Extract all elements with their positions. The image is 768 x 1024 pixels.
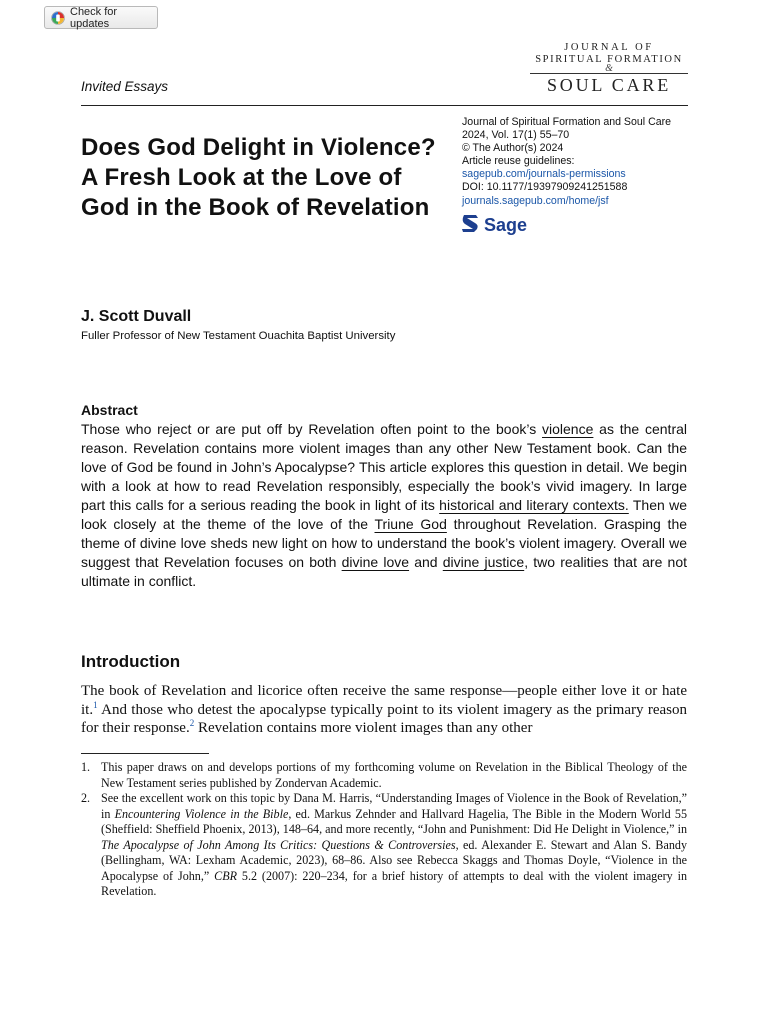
meta-copyright: © The Author(s) 2024: [462, 142, 564, 155]
footnote-number: 2.: [81, 791, 91, 805]
journal-logo: [530, 42, 688, 95]
intro-segment: The book of Revelation and licorice often receive the same response—people either love it or hate it.: [81, 683, 687, 718]
footnote-ref-2[interactable]: 2: [189, 718, 195, 729]
keyword-divine-justice[interactable]: divine justice: [442, 554, 525, 570]
abstract-segment: Then we look closely at the theme of the love of the: [81, 497, 687, 532]
meta-volume: 2024, Vol. 17(1) 55–70: [462, 129, 570, 142]
meta-doi: DOI: 10.1177/19397909241251588: [462, 181, 628, 194]
author-name: J. Scott Duvall: [81, 308, 192, 325]
keyword-historical-literary-contexts[interactable]: historical and literary contexts.: [439, 497, 629, 513]
journal-home-link[interactable]: journals.sagepub.com/home/jsf: [462, 194, 609, 207]
sage-s-icon: [461, 212, 481, 239]
publisher-name: Sage: [484, 215, 528, 235]
footnote-segment: 5.2 (2007): 220–234, for a brief history of attempts to deal with the violent imagery in Revelation.: [101, 868, 687, 898]
footnote-segment: This paper draws on and develops portions of my forthcoming volume on Revelation in the Biblical Theology of the New Testament series published by Zondervan Academic.: [101, 760, 687, 790]
abstract-segment: , two realities that are not ultimate in conflict.: [81, 554, 688, 589]
intro-segment: And those who detest the apocalypse typically point to its violent imagery as the primary reason for their response.: [81, 701, 687, 737]
footnote-divider: [81, 753, 209, 754]
footnote-italic-title: CBR: [214, 868, 237, 883]
keyword-violence[interactable]: violence: [542, 421, 594, 437]
abstract-segment: and: [409, 554, 443, 570]
footnote-italic-title: The Apocalypse of John Among Its Critics: Questions & Controversies: [101, 837, 456, 852]
abstract-segment: as the central reason. Revelation contains more violent images than any other New Testament book. Can the love of God be found in John’s Apocalypse? This article explores this question in detail. We begin with a look at how to read Revelation responsibly, especially the book’s vivid imagery. In large part this calls for a serious reading the book in light of its: [81, 421, 688, 513]
journal-logo-ampersand: &: [605, 63, 613, 74]
check-for-updates-button[interactable]: [44, 6, 158, 29]
footnotes: [81, 760, 687, 900]
meta-reuse-label: Article reuse guidelines:: [462, 155, 575, 168]
journal-logo-line2: SPIRITUAL FORMATION: [535, 54, 683, 65]
journal-logo-line1: JOURNAL OF: [564, 42, 654, 53]
footnote-text: [101, 791, 687, 900]
crossmark-icon: [51, 11, 65, 25]
section-label: Invited Essays: [81, 79, 169, 94]
footnote-text: [101, 760, 687, 791]
footnote-2: [81, 791, 687, 900]
footnote-segment: , ed. Alexander E. Stewart and Alan S. Bandy (Bellingham, WA: Lexham Academic, 2023), 68–86. Also see Rebecca Skaggs and Thomas Doyle, “Violence in the Apocalypse of John,”: [101, 837, 688, 883]
abstract-text: [81, 420, 687, 591]
abstract-heading: Abstract: [81, 402, 138, 418]
footnote-italic-title: Encountering Violence in the Bible: [114, 806, 289, 821]
footnote-segment: See the excellent work on this topic by Dana M. Harris, “Understanding Images of Violence in the Book of Revelation,” in: [101, 791, 687, 821]
intro-segment: Revelation contains more violent images than any other: [194, 720, 533, 737]
footnote-number: 1.: [81, 760, 91, 774]
header-divider: [81, 105, 688, 106]
author-affiliation: Fuller Professor of New Testament Ouachita Baptist University: [81, 330, 396, 342]
abstract-segment: Those who reject or are put off by Revelation often point to the book’s: [81, 421, 543, 437]
reuse-guidelines-link[interactable]: sagepub.com/journals-permissions: [462, 168, 626, 181]
introduction-heading: Introduction: [81, 652, 181, 671]
keyword-divine-love[interactable]: divine love: [341, 554, 410, 570]
article-title: Does God Delight in Violence? A Fresh Look at the Love of God in the Book of Revelation: [81, 134, 436, 221]
publisher-logo: [461, 212, 527, 239]
footnote-1: [81, 760, 687, 791]
journal-logo-line3: SOUL CARE: [546, 75, 672, 95]
keyword-triune-god[interactable]: Triune God: [374, 516, 447, 532]
check-for-updates-label: Check for updates: [70, 5, 118, 30]
abstract-segment: throughout Revelation. Grasping the theme of divine love sheds new light on how to understand the book’s violent imagery. Overall we suggest that Revelation focuses on both: [81, 516, 688, 570]
article-metadata: [462, 116, 702, 208]
introduction-paragraph: [81, 682, 687, 738]
footnote-segment: , ed. Markus Zehnder and Hallvard Hagelia, The Bible in the Modern World 55 (Sheffield: Sheffield Phoenix, 2013), 148–64, and more recently, “John and Punishment: Did He Delight in Violence,” in: [101, 806, 687, 836]
footnote-ref-1[interactable]: 1: [93, 699, 98, 710]
meta-journal: Journal of Spiritual Formation and Soul Care: [462, 116, 672, 128]
